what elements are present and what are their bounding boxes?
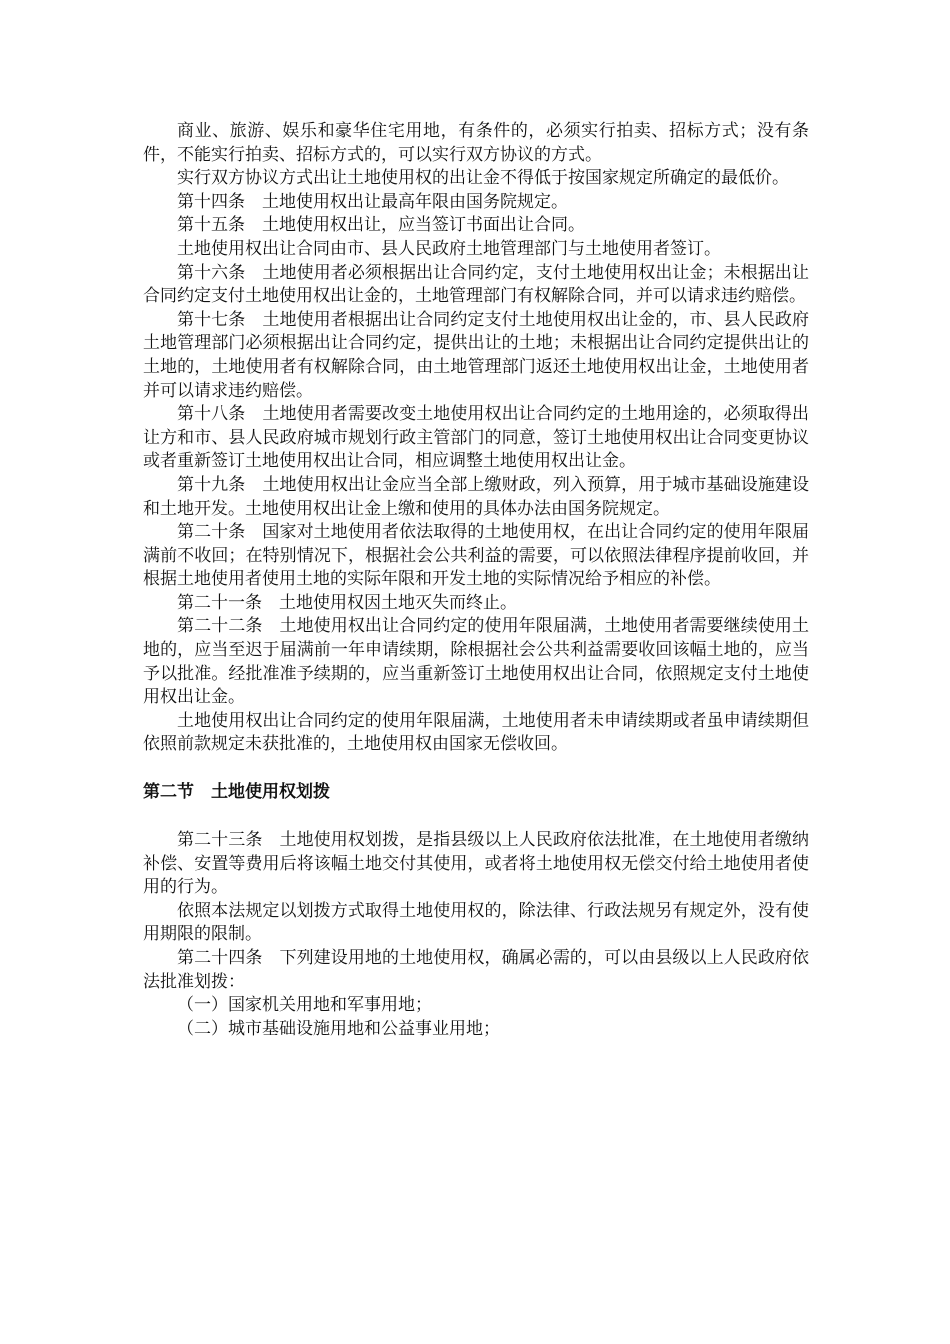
paragraph [143, 238, 809, 262]
paragraph-text: 实行双方协议方式出让土地使用权的出让金不得低于按国家规定所确定的最低价。 [177, 168, 789, 189]
article-17 [143, 309, 809, 403]
article-text: 土地使用者根据出让合同约定支付土地使用权出让金的，市、县人民政府土地管理部门必须根据出让合同约定，提供出让的土地；未根据出让合同约定提供出让的土地的，土地使用者有权解除合同，由土地管理部门返还土地使用权出让金，土地使用者并可以请求违约赔偿。 [143, 309, 810, 401]
article-text: 土地使用者需要改变土地使用权出让合同约定的土地用途的，必须取得出让方和市、县人民政府城市规划行政主管部门的同意，签订土地使用权出让合同变更协议或者重新签订土地使用权出让合同，相应调整土地使用权出让金。 [143, 404, 810, 472]
article-22 [143, 615, 809, 709]
article-text: 土地使用权出让，应当签订书面出让合同。 [262, 215, 585, 236]
article-text: 土地使用者必须根据出让合同约定，支付土地使用权出让金；未根据出让合同约定支付土地使用权出让金的，土地管理部门有权解除合同，并可以请求违约赔偿。 [143, 262, 810, 307]
article-text: 土地使用权因土地灭失而终止。 [279, 592, 517, 613]
article-text: 下列建设用地的土地使用权，确属必需的，可以由县级以上人民政府依法批准划拨： [143, 948, 810, 992]
article-text: 土地使用权出让金应当全部上缴财政，列入预算，用于城市基础设施建设和土地开发。土地使用权出让金上缴和使用的具体办法由国务院规定。 [143, 474, 810, 519]
article-21 [143, 592, 809, 616]
article-number: 第十八条 [177, 404, 246, 425]
article-23 [143, 829, 809, 900]
list-item: （二）城市基础设施用地和公益事业用地； [177, 1018, 500, 1039]
article-19 [143, 474, 809, 521]
article-body-part-1 [143, 120, 809, 757]
paragraph-text: 土地使用权出让合同由市、县人民政府土地管理部门与土地使用者签订。 [177, 238, 721, 259]
article-15 [143, 214, 809, 238]
article-20 [143, 521, 809, 592]
article-number: 第十七条 [177, 309, 246, 330]
article-number: 第十六条 [177, 262, 246, 283]
article-body-part-2 [143, 829, 809, 1041]
article-number: 第十九条 [177, 474, 246, 495]
article-14 [143, 191, 809, 215]
article-text: 土地使用权出让最高年限由国务院规定。 [262, 191, 568, 212]
article-24 [143, 947, 809, 994]
paragraph [143, 900, 809, 947]
paragraph-text: 商业、旅游、娱乐和豪华住宅用地，有条件的，必须实行拍卖、招标方式；没有条件，不能实行拍卖、招标方式的，可以实行双方协议的方式。 [143, 121, 809, 165]
paragraph [143, 710, 809, 757]
article-number: 第二十一条 [177, 592, 262, 613]
section-heading: 第二节 土地使用权划拨 [143, 782, 330, 803]
document-page [143, 120, 809, 1041]
article-text: 土地使用权划拨，是指县级以上人民政府依法批准，在土地使用者缴纳补偿、安置等费用后将该幅土地交付其使用，或者将土地使用权无偿交付给土地使用者使用的行为。 [143, 830, 810, 898]
article-text: 土地使用权出让合同约定的使用年限届满，土地使用者需要继续使用土地的，应当至迟于届满前一年申请续期，除根据社会公共利益需要收回该幅土地的，应当予以批准。经批准准予续期的，应当重新签订土地使用权出让合同，依照规定支付土地使用权出让金。 [143, 616, 810, 708]
article-16 [143, 262, 809, 309]
article-number: 第二十二条 [177, 616, 263, 637]
article-number: 第二十四条 [177, 948, 263, 968]
article-number: 第十五条 [177, 215, 245, 236]
list-item: （一）国家机关用地和军事用地； [177, 995, 432, 1016]
article-number: 第二十三条 [177, 830, 263, 851]
article-number: 第二十条 [177, 522, 246, 543]
paragraph [143, 167, 809, 191]
paragraph-text: 土地使用权出让合同约定的使用年限届满，土地使用者未申请续期或者虽申请续期但依照前款规定未获批准的，土地使用权由国家无偿收回。 [143, 710, 809, 755]
article-text: 国家对土地使用者依法取得的土地使用权，在出让合同约定的使用年限届满前不收回；在特别情况下，根据社会公共利益的需要，可以依照法律程序提前收回，并根据土地使用者使用土地的实际年限和开发土地的实际情况给予相应的补偿。 [143, 522, 810, 590]
article-18 [143, 403, 809, 474]
paragraph-text: 依照本法规定以划拨方式取得土地使用权的，除法律、行政法规另有规定外，没有使用期限的限制。 [143, 900, 809, 945]
paragraph [143, 120, 809, 167]
article-number: 第十四条 [177, 191, 245, 212]
